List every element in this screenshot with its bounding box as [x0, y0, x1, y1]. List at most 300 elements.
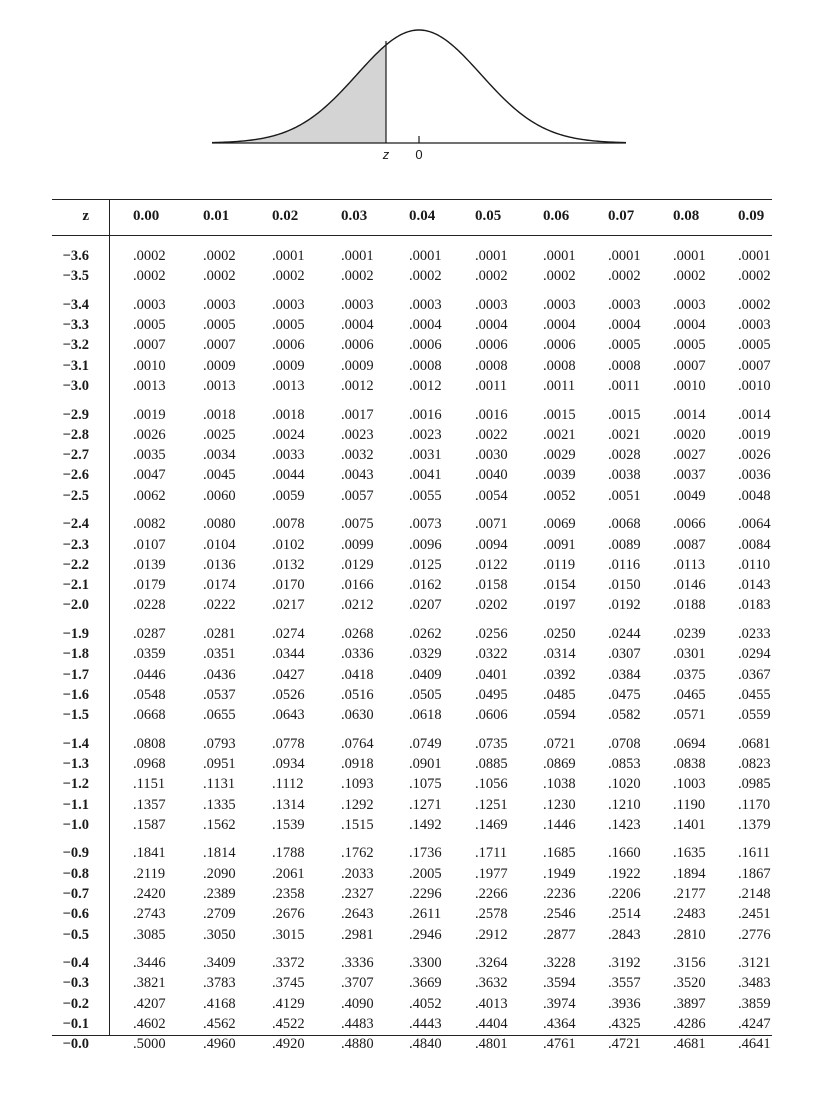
probability-cell: .0087: [673, 536, 706, 553]
probability-cell: .0359: [133, 646, 166, 663]
probability-cell: .0002: [738, 296, 771, 313]
normal-curve-figure: [0, 0, 820, 180]
z-value: −1.8: [62, 646, 89, 663]
probability-cell: .0436: [203, 666, 236, 683]
probability-cell: .3936: [608, 995, 641, 1012]
z-value: −3.4: [62, 296, 89, 313]
probability-cell: .0001: [409, 248, 442, 264]
probability-cell: .0192: [608, 597, 641, 614]
probability-cell: .0051: [608, 487, 641, 504]
probability-cell: .0005: [203, 317, 236, 334]
probability-cell: .0033: [272, 447, 305, 464]
probability-cell: .0060: [203, 487, 236, 504]
probability-cell: .0170: [272, 577, 305, 594]
probability-cell: .0024: [272, 426, 305, 443]
probability-cell: .0239: [673, 625, 706, 642]
probability-cell: .4052: [409, 995, 442, 1012]
probability-cell: .0096: [409, 536, 442, 553]
probability-cell: .2709: [203, 906, 236, 923]
probability-cell: .0039: [543, 467, 576, 484]
probability-cell: .0455: [738, 686, 771, 703]
probability-cell: .3300: [409, 955, 442, 971]
z-value: −2.1: [62, 577, 89, 594]
probability-cell: .4483: [341, 1015, 374, 1032]
probability-cell: .0322: [475, 646, 508, 663]
z-value: −0.4: [62, 955, 89, 971]
z-value: −0.8: [62, 865, 89, 882]
probability-cell: .3594: [543, 975, 576, 992]
z-column-header: z: [82, 208, 89, 224]
probability-cell: .0764: [341, 735, 374, 752]
probability-cell: .0197: [543, 597, 576, 614]
probability-cell: .0217: [272, 597, 305, 614]
probability-cell: .2514: [608, 906, 641, 923]
probability-cell: .1093: [341, 776, 374, 793]
probability-cell: .0041: [409, 467, 442, 484]
probability-cell: .0853: [608, 755, 641, 772]
probability-cell: .0052: [543, 487, 576, 504]
probability-cell: .0007: [673, 357, 706, 374]
z-value: −0.1: [62, 1015, 89, 1032]
column-header: 0.00: [133, 208, 160, 224]
probability-cell: .1539: [272, 816, 305, 833]
probability-cell: .2358: [272, 885, 305, 902]
probability-cell: .2266: [475, 885, 508, 902]
probability-cell: .2578: [475, 906, 508, 923]
probability-cell: .0001: [738, 248, 771, 264]
probability-cell: .1515: [341, 816, 374, 833]
probability-cell: .0005: [608, 337, 641, 354]
probability-cell: .0004: [543, 317, 576, 334]
probability-cell: .0004: [409, 317, 442, 334]
probability-cell: .1401: [673, 816, 706, 833]
probability-cell: .0020: [673, 426, 706, 443]
probability-cell: .0125: [409, 556, 442, 573]
z-value: −3.0: [62, 378, 89, 394]
probability-cell: .4090: [341, 995, 374, 1012]
probability-cell: .4721: [608, 1036, 641, 1053]
probability-cell: .2946: [409, 926, 442, 943]
z-value: −0.7: [62, 885, 89, 902]
probability-cell: .0011: [608, 378, 641, 394]
probability-cell: .0129: [341, 556, 374, 573]
probability-cell: .0014: [673, 406, 706, 423]
probability-cell: .0174: [203, 577, 236, 594]
probability-cell: .4286: [673, 1015, 706, 1032]
probability-cell: .0150: [608, 577, 641, 594]
probability-cell: .0582: [608, 707, 641, 724]
probability-cell: .0010: [673, 378, 706, 394]
probability-cell: .0030: [475, 447, 508, 464]
probability-cell: .0918: [341, 755, 374, 772]
probability-cell: .5000: [133, 1036, 166, 1053]
probability-cell: .0036: [738, 467, 771, 484]
probability-cell: .0655: [203, 707, 236, 724]
probability-cell: .0001: [673, 248, 706, 264]
probability-cell: .0094: [475, 536, 508, 553]
probability-cell: .0048: [738, 487, 771, 504]
probability-cell: .4129: [272, 995, 305, 1012]
probability-cell: .0681: [738, 735, 771, 752]
probability-cell: .1922: [608, 865, 641, 882]
probability-cell: .0314: [543, 646, 576, 663]
probability-cell: .0143: [738, 577, 771, 594]
probability-cell: .0505: [409, 686, 442, 703]
probability-cell: .0016: [475, 406, 508, 423]
probability-cell: .0002: [341, 268, 374, 285]
probability-cell: .4325: [608, 1015, 641, 1032]
probability-cell: .0073: [409, 516, 442, 533]
z-value: −2.3: [62, 536, 89, 553]
column-divider: [109, 199, 110, 1035]
probability-cell: .1314: [272, 796, 305, 813]
probability-cell: .0013: [272, 378, 305, 394]
bell-curve: [212, 30, 626, 143]
z-value: −3.1: [62, 357, 89, 374]
z-value: −1.5: [62, 707, 89, 724]
probability-cell: .1814: [203, 845, 236, 862]
probability-cell: .1660: [608, 845, 641, 862]
probability-cell: .0401: [475, 666, 508, 683]
probability-cell: .1230: [543, 796, 576, 813]
probability-cell: .0006: [475, 337, 508, 354]
probability-cell: .0002: [409, 268, 442, 285]
probability-cell: .0212: [341, 597, 374, 614]
probability-cell: .4207: [133, 995, 166, 1012]
probability-cell: .1335: [203, 796, 236, 813]
probability-cell: .0294: [738, 646, 771, 663]
probability-cell: .0951: [203, 755, 236, 772]
z-value: −3.3: [62, 317, 89, 334]
z-value: −2.6: [62, 467, 89, 484]
probability-cell: .0179: [133, 577, 166, 594]
probability-cell: .2611: [409, 906, 442, 923]
z-value: −0.0: [62, 1036, 89, 1053]
probability-cell: .0571: [673, 707, 706, 724]
probability-cell: .0003: [475, 296, 508, 313]
probability-cell: .4404: [475, 1015, 508, 1032]
probability-cell: .0008: [543, 357, 576, 374]
probability-cell: .0040: [475, 467, 508, 484]
probability-cell: .0367: [738, 666, 771, 683]
probability-cell: .2148: [738, 885, 771, 902]
probability-cell: .0262: [409, 625, 442, 642]
probability-cell: .0136: [203, 556, 236, 573]
probability-cell: .2061: [272, 865, 305, 882]
z-value: −1.4: [62, 735, 89, 752]
probability-cell: .0084: [738, 536, 771, 553]
z-value: −2.0: [62, 597, 89, 614]
probability-cell: .0008: [409, 357, 442, 374]
probability-cell: .2643: [341, 906, 374, 923]
z-value: −1.7: [62, 666, 89, 683]
probability-cell: .0023: [409, 426, 442, 443]
probability-cell: .2483: [673, 906, 706, 923]
probability-cell: .1170: [738, 796, 771, 813]
probability-cell: .0016: [409, 406, 442, 423]
probability-cell: .0336: [341, 646, 374, 663]
probability-cell: .0091: [543, 536, 576, 553]
probability-cell: .0375: [673, 666, 706, 683]
probability-cell: .0002: [673, 268, 706, 285]
probability-cell: .1762: [341, 845, 374, 862]
probability-cell: .0104: [203, 536, 236, 553]
z-value: −0.9: [62, 845, 89, 862]
probability-cell: .0027: [673, 447, 706, 464]
probability-cell: .0166: [341, 577, 374, 594]
probability-cell: .0526: [272, 686, 305, 703]
probability-cell: .0005: [673, 337, 706, 354]
probability-cell: .0002: [608, 268, 641, 285]
probability-cell: .0901: [409, 755, 442, 772]
probability-cell: .0029: [543, 447, 576, 464]
z-value: −0.3: [62, 975, 89, 992]
column-header: 0.02: [272, 208, 299, 224]
probability-cell: .0038: [608, 467, 641, 484]
probability-cell: .3974: [543, 995, 576, 1012]
z-value: −1.0: [62, 816, 89, 833]
probability-cell: .0329: [409, 646, 442, 663]
probability-cell: .1685: [543, 845, 576, 862]
probability-cell: .0808: [133, 735, 166, 752]
probability-cell: .0122: [475, 556, 508, 573]
probability-cell: .0001: [475, 248, 508, 264]
probability-cell: .0044: [272, 467, 305, 484]
probability-cell: .0188: [673, 597, 706, 614]
probability-cell: .0001: [272, 248, 305, 264]
probability-cell: .2389: [203, 885, 236, 902]
z-value: −2.7: [62, 447, 89, 464]
probability-cell: .2005: [409, 865, 442, 882]
probability-cell: .0107: [133, 536, 166, 553]
probability-cell: .0019: [133, 406, 166, 423]
probability-cell: .1736: [409, 845, 442, 862]
probability-cell: .0516: [341, 686, 374, 703]
probability-cell: .0869: [543, 755, 576, 772]
probability-cell: .0049: [673, 487, 706, 504]
probability-cell: .0002: [133, 248, 166, 264]
probability-cell: .0233: [738, 625, 771, 642]
probability-cell: .0066: [673, 516, 706, 533]
probability-cell: .0012: [341, 378, 374, 394]
probability-cell: .4840: [409, 1036, 442, 1053]
probability-cell: .0005: [272, 317, 305, 334]
probability-cell: .3557: [608, 975, 641, 992]
probability-cell: .2033: [341, 865, 374, 882]
probability-cell: .4013: [475, 995, 508, 1012]
z-value: −1.3: [62, 755, 89, 772]
probability-cell: .2981: [341, 926, 374, 943]
probability-cell: .1867: [738, 865, 771, 882]
probability-cell: .0007: [738, 357, 771, 374]
probability-cell: .0708: [608, 735, 641, 752]
z-value: −2.8: [62, 426, 89, 443]
probability-cell: .0495: [475, 686, 508, 703]
probability-cell: .0003: [409, 296, 442, 313]
probability-cell: .0037: [673, 467, 706, 484]
probability-cell: .0146: [673, 577, 706, 594]
probability-cell: .0011: [475, 378, 508, 394]
probability-cell: .3483: [738, 975, 771, 992]
probability-cell: .1977: [475, 865, 508, 882]
probability-cell: .0116: [608, 556, 641, 573]
probability-cell: .0934: [272, 755, 305, 772]
column-header: 0.08: [673, 208, 700, 224]
probability-cell: .1151: [133, 776, 166, 793]
probability-cell: .1190: [673, 796, 706, 813]
probability-cell: .0274: [272, 625, 305, 642]
column-header: 0.05: [475, 208, 502, 224]
probability-cell: .0025: [203, 426, 236, 443]
probability-cell: .0004: [608, 317, 641, 334]
probability-cell: .0012: [409, 378, 442, 394]
probability-cell: .1587: [133, 816, 166, 833]
probability-cell: .0004: [673, 317, 706, 334]
probability-cell: .2776: [738, 926, 771, 943]
probability-cell: .3192: [608, 955, 641, 971]
probability-cell: .0015: [608, 406, 641, 423]
probability-cell: .3085: [133, 926, 166, 943]
probability-cell: .1075: [409, 776, 442, 793]
probability-cell: .0062: [133, 487, 166, 504]
probability-cell: .0003: [272, 296, 305, 313]
column-header: 0.01: [203, 208, 230, 224]
probability-cell: .0885: [475, 755, 508, 772]
probability-cell: .1251: [475, 796, 508, 813]
probability-cell: .0344: [272, 646, 305, 663]
z-value: −3.2: [62, 337, 89, 354]
column-header: 0.09: [738, 208, 765, 224]
probability-cell: .3156: [673, 955, 706, 971]
probability-cell: .2420: [133, 885, 166, 902]
column-header: 0.03: [341, 208, 368, 224]
probability-cell: .0002: [543, 268, 576, 285]
probability-cell: .1492: [409, 816, 442, 833]
probability-cell: .1711: [475, 845, 508, 862]
probability-cell: .0009: [272, 357, 305, 374]
probability-cell: .0006: [341, 337, 374, 354]
probability-cell: .0023: [341, 426, 374, 443]
probability-cell: .2119: [133, 865, 166, 882]
probability-cell: .1562: [203, 816, 236, 833]
probability-cell: .0013: [133, 378, 166, 394]
probability-cell: .3669: [409, 975, 442, 992]
probability-cell: .3783: [203, 975, 236, 992]
probability-cell: .0158: [475, 577, 508, 594]
probability-cell: .4761: [543, 1036, 576, 1053]
probability-cell: .2090: [203, 865, 236, 882]
probability-cell: .2843: [608, 926, 641, 943]
z-value: −1.2: [62, 776, 89, 793]
probability-cell: .0250: [543, 625, 576, 642]
probability-cell: .0548: [133, 686, 166, 703]
probability-cell: .0008: [608, 357, 641, 374]
probability-cell: .4880: [341, 1036, 374, 1053]
probability-cell: .1271: [409, 796, 442, 813]
probability-cell: .0002: [738, 268, 771, 285]
z-value: −3.6: [62, 248, 89, 264]
probability-cell: .3336: [341, 955, 374, 971]
probability-cell: .1056: [475, 776, 508, 793]
probability-cell: .1423: [608, 816, 641, 833]
z-value: −2.9: [62, 406, 89, 423]
probability-cell: .0078: [272, 516, 305, 533]
probability-cell: .0009: [341, 357, 374, 374]
z-value: −2.5: [62, 487, 89, 504]
probability-cell: .0001: [608, 248, 641, 264]
probability-cell: .3372: [272, 955, 305, 971]
probability-cell: .3228: [543, 955, 576, 971]
probability-cell: .3632: [475, 975, 508, 992]
probability-cell: .0064: [738, 516, 771, 533]
probability-cell: .0301: [673, 646, 706, 663]
probability-cell: .0003: [341, 296, 374, 313]
probability-cell: .0069: [543, 516, 576, 533]
probability-cell: .0034: [203, 447, 236, 464]
column-header: 0.07: [608, 208, 635, 224]
probability-cell: .3707: [341, 975, 374, 992]
probability-cell: .1003: [673, 776, 706, 793]
probability-cell: .2546: [543, 906, 576, 923]
probability-cell: .0228: [133, 597, 166, 614]
probability-cell: .0003: [133, 296, 166, 313]
probability-cell: .2743: [133, 906, 166, 923]
probability-cell: .3015: [272, 926, 305, 943]
probability-cell: .1611: [738, 845, 771, 862]
probability-cell: .1112: [272, 776, 304, 793]
probability-cell: .0017: [341, 406, 374, 423]
zero-axis-label: 0: [415, 147, 423, 162]
probability-cell: .1038: [543, 776, 576, 793]
z-value: −0.2: [62, 995, 89, 1012]
probability-cell: .0446: [133, 666, 166, 683]
probability-cell: .0035: [133, 447, 166, 464]
probability-cell: .0384: [608, 666, 641, 683]
probability-cell: .2810: [673, 926, 706, 943]
probability-cell: .0007: [203, 337, 236, 354]
probability-cell: .0418: [341, 666, 374, 683]
z-value: −0.6: [62, 906, 89, 923]
probability-cell: .0005: [738, 337, 771, 354]
probability-cell: .0002: [133, 268, 166, 285]
probability-cell: .0606: [475, 707, 508, 724]
probability-cell: .2912: [475, 926, 508, 943]
probability-cell: .2177: [673, 885, 706, 902]
probability-cell: .0006: [272, 337, 305, 354]
probability-cell: .0485: [543, 686, 576, 703]
probability-cell: .2877: [543, 926, 576, 943]
probability-cell: .1210: [608, 796, 641, 813]
probability-cell: .0018: [203, 406, 236, 423]
probability-cell: .0409: [409, 666, 442, 683]
probability-cell: .4247: [738, 1015, 771, 1032]
probability-cell: .0256: [475, 625, 508, 642]
probability-cell: .0015: [543, 406, 576, 423]
probability-cell: .0139: [133, 556, 166, 573]
z-value: −2.2: [62, 556, 89, 573]
probability-cell: .4522: [272, 1015, 305, 1032]
probability-cell: .3050: [203, 926, 236, 943]
probability-cell: .0001: [341, 248, 374, 264]
probability-cell: .0026: [133, 426, 166, 443]
probability-cell: .4641: [738, 1036, 771, 1053]
probability-cell: .1788: [272, 845, 305, 862]
probability-cell: .0059: [272, 487, 305, 504]
probability-cell: .0202: [475, 597, 508, 614]
column-header: 0.04: [409, 208, 436, 224]
probability-cell: .2451: [738, 906, 771, 923]
top-rule: [52, 199, 772, 200]
